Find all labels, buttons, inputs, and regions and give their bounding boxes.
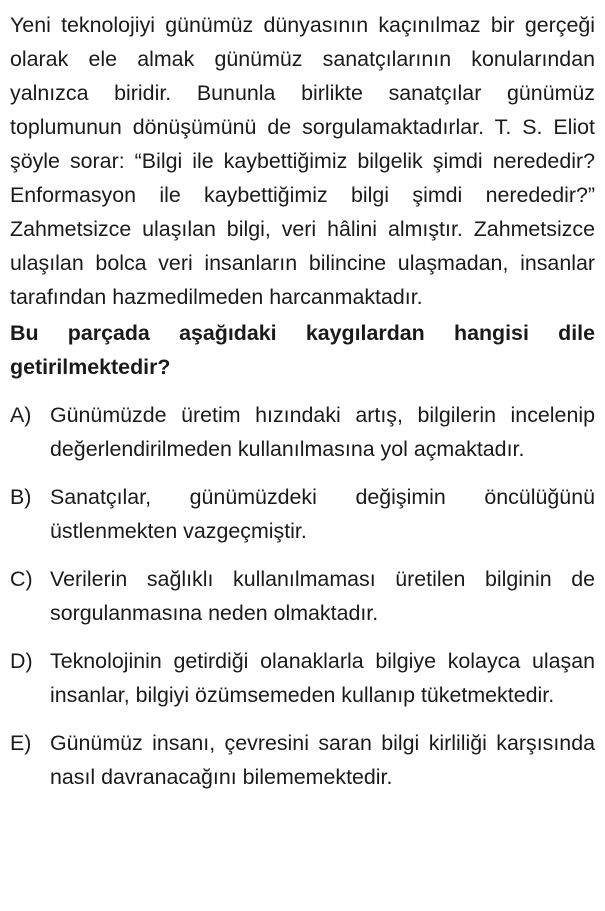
- option-e[interactable]: [10, 726, 595, 794]
- option-text: Teknolojinin getirdiği olanaklarla bilgiye kolayca ulaşan insanlar, bilgiyi özümsemeden kullanıp tüketmektedir.: [50, 649, 595, 707]
- passage-text: Yeni teknolojiyi günümüz dünyasının kaçınılmaz bir gerçeği olarak ele almak günümüz sanatçılarının konularından yalnızca biridir. Bununla birlikte sanatçılar günümüz toplumunun dönüşümünü de sorgulamaktadırlar. T. S. Eliot şöyle sorar: “Bilgi ile kaybettiğimiz bilgelik şimdi nerededir? Enformasyon ile kaybettiğimiz bilgi şimdi nerededir?” Zahmetsizce ulaşılan bilgi, veri hâlini almıştır. Zahmetsizce ulaşılan bolca veri insanların bilincine ulaşmadan, insanlar tarafından hazmedilmeden harcanmaktadır.: [10, 13, 595, 309]
- option-letter: D): [10, 649, 33, 673]
- question-stem: Bu parçada aşağıdaki kaygılardan hangisi dile getirilmektedir?: [10, 321, 595, 379]
- option-b[interactable]: [10, 480, 595, 548]
- option-c[interactable]: [10, 562, 595, 630]
- option-letter: C): [10, 567, 33, 591]
- option-letter: B): [10, 485, 32, 509]
- option-text: Verilerin sağlıklı kullanılmaması üretilen bilginin de sorgulanmasına neden olmaktadır.: [50, 567, 595, 625]
- option-text: Sanatçılar, günümüzdeki değişimin öncülüğünü üstlenmekten vazgeçmiştir.: [50, 485, 595, 543]
- option-letter: E): [10, 731, 32, 755]
- option-text: Günümüz insanı, çevresini saran bilgi kirliliği karşısında nasıl davranacağını bilememektedir.: [50, 731, 595, 789]
- option-letter: A): [10, 403, 32, 427]
- option-d[interactable]: [10, 644, 595, 712]
- option-text: Günümüzde üretim hızındaki artış, bilgilerin incelenip değerlendirilmeden kullanılmasına yol açmaktadır.: [50, 403, 595, 461]
- option-a[interactable]: [10, 398, 595, 466]
- answer-options: [10, 398, 595, 794]
